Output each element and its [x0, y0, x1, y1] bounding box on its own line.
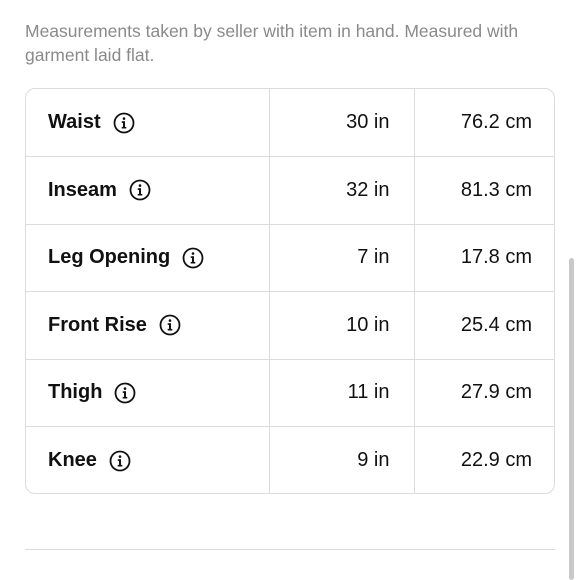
value-centimeters: 81.3 cm — [414, 157, 554, 225]
info-icon[interactable] — [159, 314, 181, 336]
value-inches: 30 in — [269, 89, 414, 157]
measurement-note: Measurements taken by seller with item in hand. Measured with garment laid flat. — [25, 21, 519, 65]
row-label: Knee — [48, 449, 97, 471]
info-icon[interactable] — [182, 247, 204, 269]
table-row-inseam — [26, 157, 554, 225]
row-label: Waist — [48, 111, 101, 133]
value-centimeters: 22.9 cm — [460, 449, 532, 471]
info-icon[interactable] — [114, 382, 136, 404]
row-label: Leg Opening — [48, 246, 171, 269]
info-icon[interactable] — [109, 450, 131, 472]
table-row-front-rise — [26, 292, 554, 360]
row-label: Thigh — [48, 381, 103, 404]
measurements-table — [25, 88, 555, 494]
table-row-thigh — [26, 359, 554, 427]
value-inches: 7 in — [269, 224, 414, 292]
value-centimeters: 27.9 cm — [414, 359, 554, 427]
value-centimeters: 17.8 cm — [414, 224, 554, 292]
scrollbar[interactable] — [569, 258, 574, 580]
value-centimeters: 25.4 cm — [414, 292, 554, 360]
table-row-waist — [26, 89, 554, 157]
info-icon[interactable] — [113, 112, 135, 134]
row-label: Front Rise — [48, 313, 147, 336]
value-centimeters: 76.2 cm — [414, 89, 554, 157]
value-inches: 10 in — [269, 292, 414, 360]
value-inches: 9 in — [269, 427, 414, 495]
table-row-knee — [26, 427, 554, 495]
section-divider — [25, 549, 555, 550]
table-row-leg-opening — [26, 224, 554, 292]
row-label: Inseam — [48, 178, 117, 201]
info-icon[interactable] — [129, 179, 151, 201]
value-inches: 11 in — [269, 359, 414, 427]
value-inches: 32 in — [269, 157, 414, 225]
